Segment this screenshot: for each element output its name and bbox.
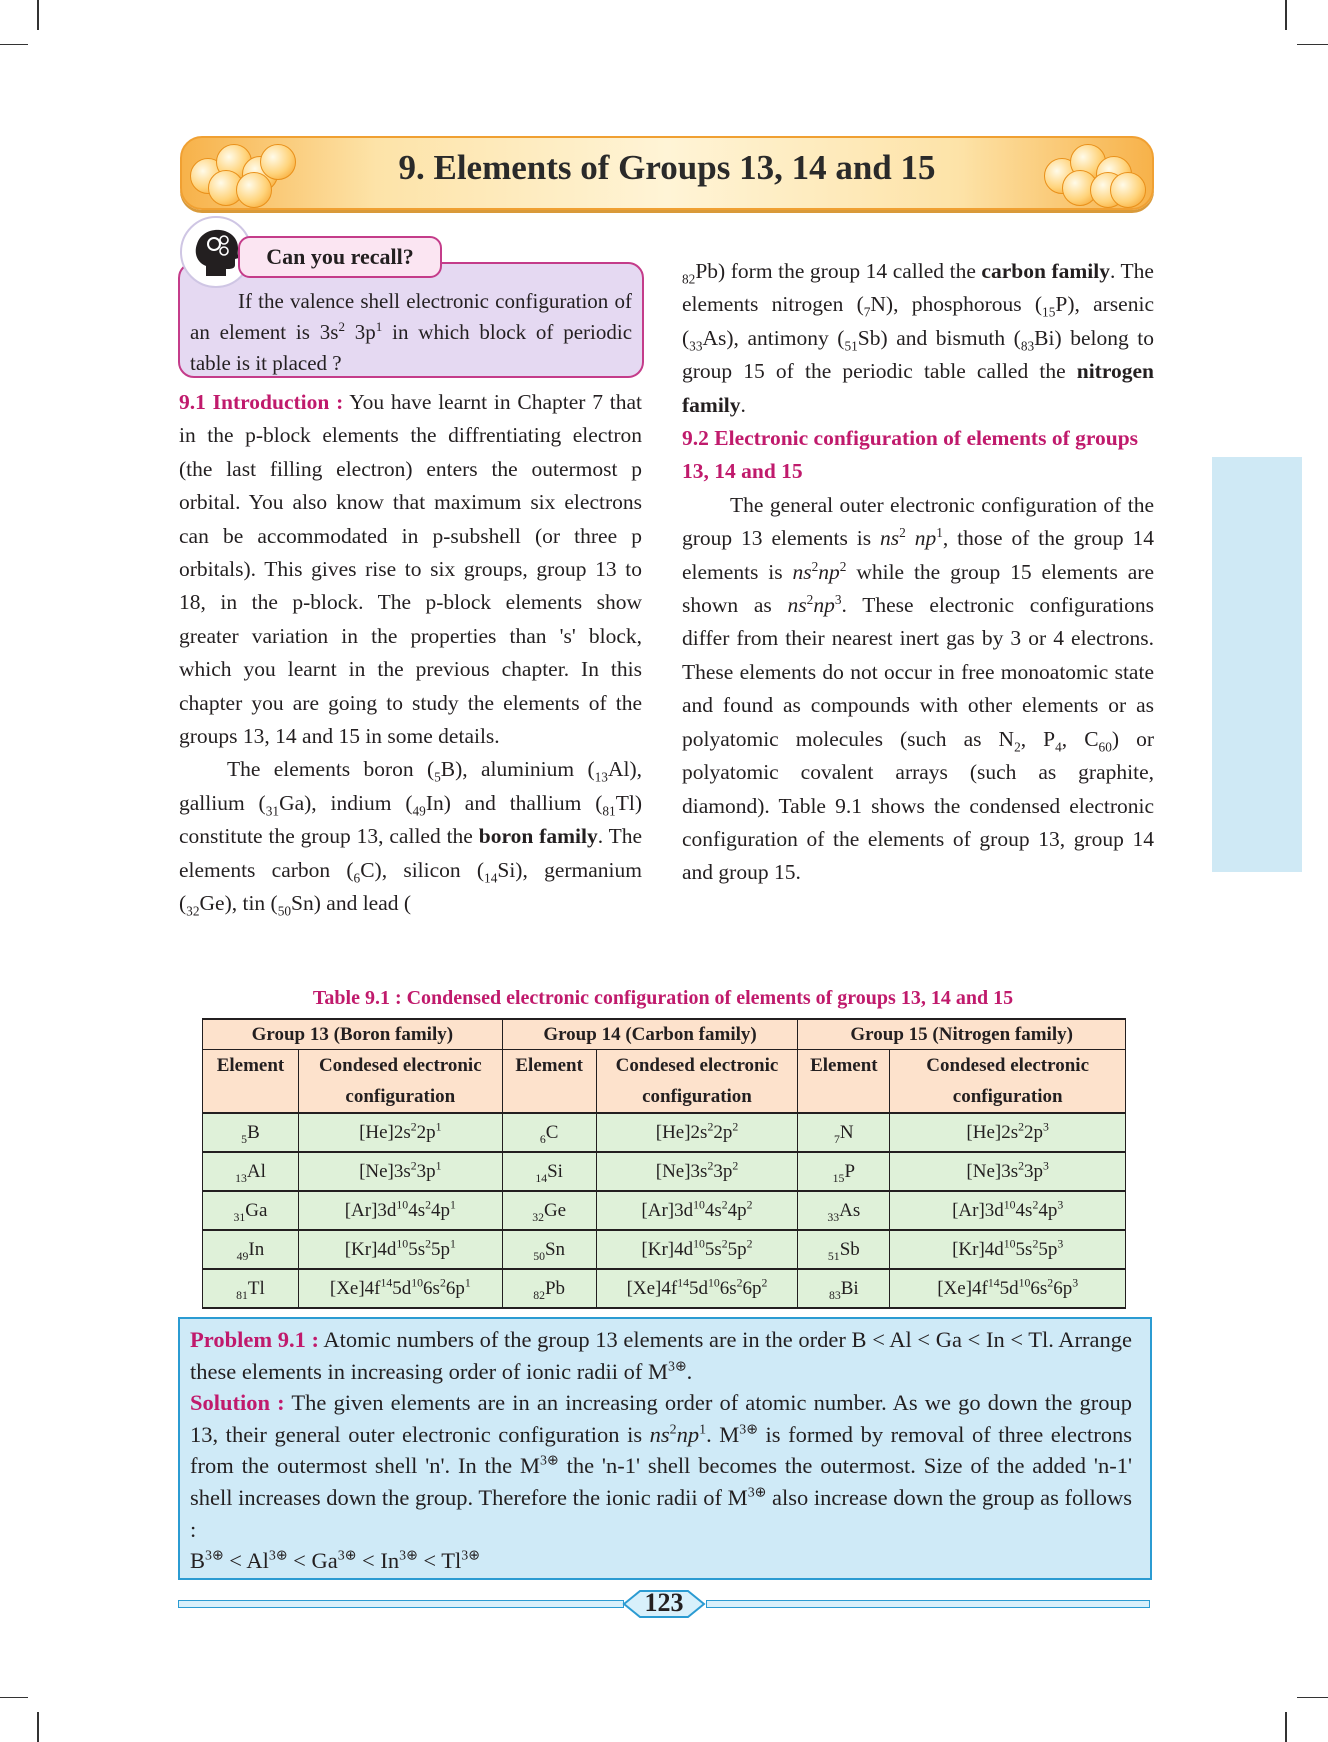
section-heading: 9.2 Electronic configuration of elements of groups 13, 14 and 15 [682, 426, 1139, 484]
config-column-header: Condesed electronic configuration [890, 1050, 1126, 1114]
element-cell: $_{33}$As [798, 1191, 890, 1230]
element-cell: $_7$N [798, 1113, 890, 1152]
footer-line [178, 1600, 624, 1608]
crop-mark [1297, 44, 1328, 45]
element-cell: $_{82}$Pb [502, 1269, 596, 1308]
side-tab [1212, 457, 1302, 872]
group-header: Group 15 (Nitrogen family) [798, 1019, 1126, 1050]
bubbles-decoration [1044, 144, 1144, 206]
intro-paragraph: 9.1 Introduction : You have learnt in Chapter 7 that in the p-block elements the diffrentiating electron (the last filling electron) enters the outermost p orbital. You also know that maximum six electrons can be accommodated in p-subshell (or three p orbitals). This gives rise to six groups, group 13 to 18, in the p-block. The p-block elements show greater variation in the properties than 's' block, which you learnt in the previous chapter. In this chapter you are going to study the elements of the groups 13, 14 and 15 in some details. [179, 390, 642, 749]
element-column-header: Element [203, 1050, 299, 1114]
configuration-cell: $[Ne]3s^23p^3$ [890, 1152, 1126, 1191]
element-cell: $_{81}$Tl [203, 1269, 299, 1308]
element-cell: $_{49}$In [203, 1230, 299, 1269]
crop-mark [0, 44, 28, 45]
right-column [682, 255, 1154, 890]
crop-mark [1285, 0, 1287, 30]
crop-mark [37, 1712, 39, 1742]
crop-mark [1285, 1712, 1287, 1742]
left-column [179, 386, 642, 921]
configuration-table [202, 1018, 1126, 1309]
config-column-header: Condesed electronic configuration [596, 1050, 798, 1114]
configuration-cell: $[Kr]4d^{10}5s^25p^2$ [596, 1230, 798, 1269]
recall-question: If the valence shell electronic configuration of an element is $3s^2$ $3p^1$ in which block of periodic table is it placed ? [190, 289, 633, 375]
crop-mark [37, 0, 39, 30]
configuration-cell: $[Ne]3s^23p^2$ [596, 1152, 798, 1191]
element-cell: $_{50}$Sn [502, 1230, 596, 1269]
configuration-cell: $[Kr]4d^{10}5s^25p^3$ [890, 1230, 1126, 1269]
configuration-cell: $[He]2s^22p^2$ [596, 1113, 798, 1152]
chapter-title: 9. Elements of Groups 13, 14 and 15 [398, 148, 936, 187]
element-column-header: Element [798, 1050, 890, 1114]
group-header: Group 13 (Boron family) [203, 1019, 503, 1050]
config-column-header: Condesed electronic configuration [298, 1050, 502, 1114]
configuration-cell: $[He]2s^22p^1$ [298, 1113, 502, 1152]
element-cell: $_{14}$Si [502, 1152, 596, 1191]
element-column-header: Element [502, 1050, 596, 1114]
table-row [203, 1113, 1126, 1152]
element-cell: $_{51}$Sb [798, 1230, 890, 1269]
configuration-cell: $[Ne]3s^23p^1$ [298, 1152, 502, 1191]
solution-label: Solution : [190, 1390, 285, 1416]
element-cell: $_{13}$Al [203, 1152, 299, 1191]
element-cell: $_5$B [203, 1113, 299, 1152]
table-row [203, 1152, 1126, 1191]
page-number: 123 [644, 1588, 684, 1617]
configuration-cell: $[Xe]4f^{14}5d^{10}6s^26p^1$ [298, 1269, 502, 1308]
ionic-radii-order: $B^{3\oplus} < Al^{3\oplus} < Ga^{3\oplus} < In^{3\oplus} < Tl^{3\oplus}$ [190, 1548, 480, 1574]
element-cell: $_{32}$Ge [502, 1191, 596, 1230]
configuration-cell: $[Xe]4f^{14}5d^{10}6s^26p^2$ [596, 1269, 798, 1308]
configuration-paragraph: The general outer electronic configuration of the group 13 elements is $ns^2$ $np^1$, those of the group 14 elements is $ns^2np^2$ while the group 15 elements are shown as $ns^2np^3$. These electronic configurations differ from their nearest inert gas by 3 or 4 electrons. These elements do not occur in free monoatomic state and found as compounds with other elements or as polyatomic molecules (such as $N_2$, $P_4$, $C_{60}$) or polyatomic covalent arrays (such as graphite, diamond). Table 9.1 shows the condensed electronic configuration of the elements of group 13, group 14 and group 15. [682, 492, 1155, 885]
families-paragraph-continued: $_{82}$Pb) form the group 14 called the carbon family. The elements nitrogen $(_7N)$, phosphorous $(_{15}P)$, arsenic $(_{33}As)$, antimony $(_{51}Sb)$ and bismuth $(_{83}Bi)$ belong to group 15 of the periodic table called the nitrogen family. [682, 259, 1154, 417]
element-cell: $_{83}$Bi [798, 1269, 890, 1308]
table-row [203, 1269, 1126, 1308]
configuration-cell: $[Ar]3d^{10}4s^24p^2$ [596, 1191, 798, 1230]
chapter-banner [180, 136, 1154, 210]
configuration-cell: $[Ar]3d^{10}4s^24p^3$ [890, 1191, 1126, 1230]
families-paragraph: The elements boron $(_5B)$, aluminium $(_{13}Al)$, gallium $(_{31}Ga)$, indium $(_{49}In)$ and thallium $(_{81}Tl)$ constitute the group 13, called the boron family. The elements carbon $(_6C)$, silicon $(_{14}Si)$, germanium $(_{32}Ge)$, tin $(_{50}Sn)$ and lead ( [179, 757, 642, 919]
element-cell: $_6$C [502, 1113, 596, 1152]
configuration-cell: $[Ar]3d^{10}4s^24p^1$ [298, 1191, 502, 1230]
table-row [203, 1191, 1126, 1230]
table-row [203, 1230, 1126, 1269]
element-cell: $_{31}$Ga [203, 1191, 299, 1230]
configuration-cell: $[Xe]4f^{14}5d^{10}6s^26p^3$ [890, 1269, 1126, 1308]
recall-label: Can you recall? [238, 236, 442, 278]
problem-text: Problem 9.1 : Atomic numbers of the group 13 elements are in the order B < Al < Ga < In < Tl. Arrange these elements in increasing order of ionic radii of $M^{3\oplus}$. Solution : The given elements are in an increasing order of atomic number. As we go down the group 13, their general outer electronic configuration is $ns^2np^1$. $M^{3\oplus}$ is formed by removal of three electrons from the outermost shell 'n'. In the $M^{3\oplus}$ the 'n-1' shell becomes the outermost. Size of the added 'n-1' shell increases down the group. Therefore the ionic radii of $M^{3\oplus}$ also increase down the group as follows : $B^{3\oplus} < Al^{3\oplus} < Ga^{3\oplus} < In^{3\oplus} < Tl^{3\oplus}$ [190, 1327, 1133, 1574]
table-caption: Table 9.1 : Condensed electronic configuration of elements of groups 13, 14 and 15 [312, 987, 1014, 1009]
crop-mark [1297, 1697, 1328, 1698]
element-cell: $_{15}$P [798, 1152, 890, 1191]
configuration-cell: $[Kr]4d^{10}5s^25p^1$ [298, 1230, 502, 1269]
problem-label: Problem 9.1 : [190, 1327, 319, 1352]
configuration-cell: $[He]2s^22p^3$ [890, 1113, 1126, 1152]
crop-mark [0, 1697, 28, 1698]
section-heading: 9.1 Introduction : [179, 390, 344, 414]
group-header: Group 14 (Carbon family) [502, 1019, 798, 1050]
footer-line [706, 1600, 1150, 1608]
